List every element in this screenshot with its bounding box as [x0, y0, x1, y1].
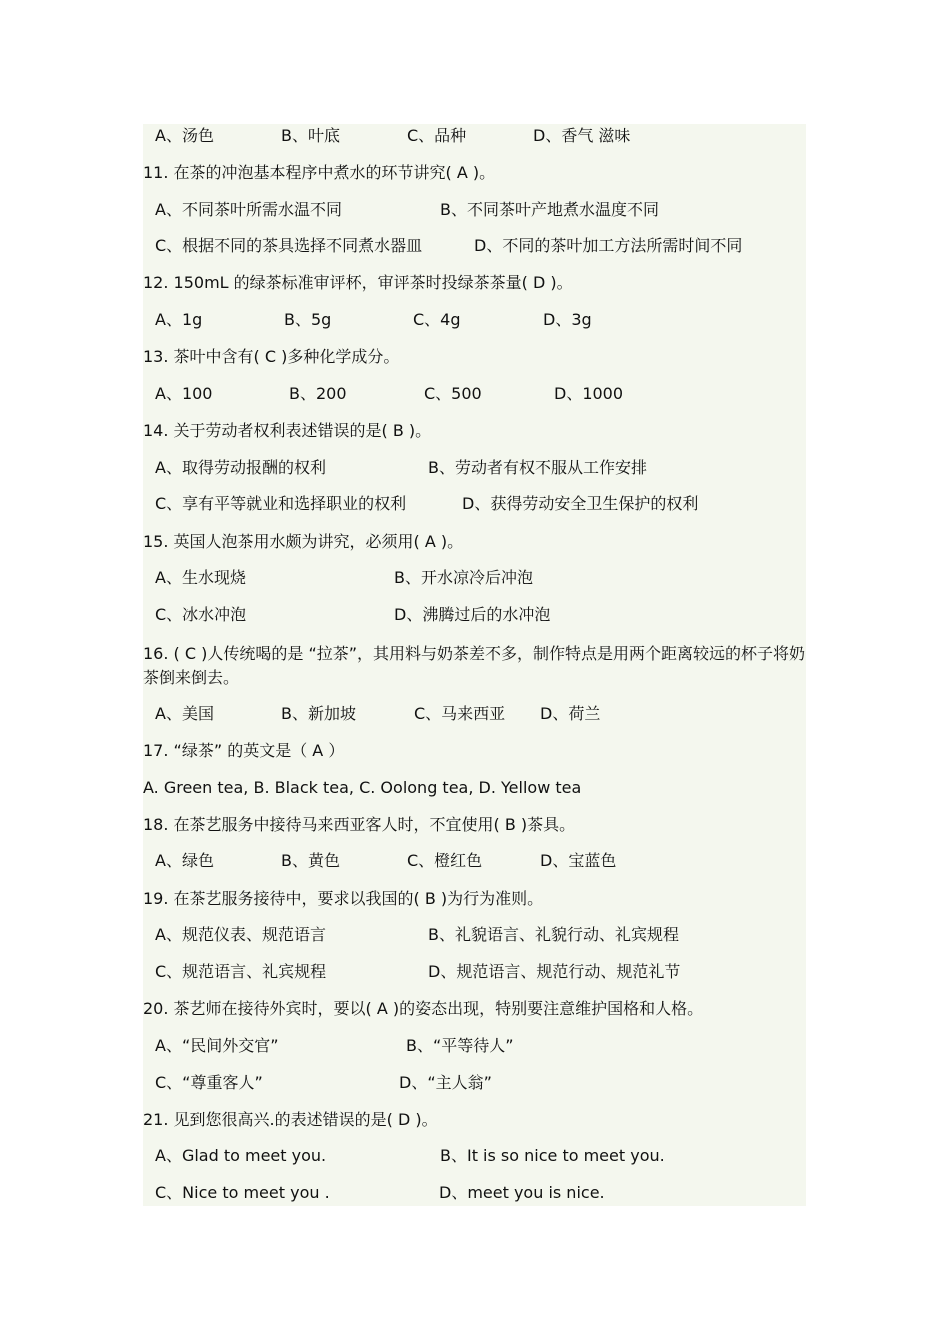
option: C、享有平等就业和选择职业的权利 — [155, 494, 407, 513]
option: D、1000 — [554, 384, 624, 403]
question-text: 20. 茶艺师在接待外宾时，要以( A )的姿态出现，特别要注意维护国格和人格。 — [143, 999, 704, 1018]
options-line — [143, 567, 823, 589]
question-text: 13. 茶叶中含有( C )多种化学成分。 — [143, 347, 400, 366]
options-line — [143, 924, 823, 946]
option: C、橙红色 — [407, 851, 483, 870]
options-line — [143, 1072, 823, 1094]
options-line — [143, 850, 823, 872]
option: D、meet you is nice. — [439, 1183, 605, 1202]
options-line — [143, 1035, 823, 1057]
question-line — [143, 740, 823, 762]
option: A、绿色 — [155, 851, 214, 870]
option: C、500 — [424, 384, 482, 403]
options-line — [143, 493, 823, 515]
question-line — [143, 531, 823, 553]
option: D、规范语言、规范行动、规范礼节 — [428, 962, 681, 981]
option: A、100 — [155, 384, 213, 403]
question-line — [143, 346, 823, 368]
question-text: 15. 英国人泡茶用水颇为讲究，必须用( A )。 — [143, 532, 464, 551]
option: D、获得劳动安全卫生保护的权利 — [462, 494, 699, 513]
options-line — [143, 961, 823, 983]
option: D、宝蓝色 — [540, 851, 617, 870]
option: B、新加坡 — [281, 704, 356, 723]
question-line — [143, 162, 823, 184]
option: A、不同茶叶所需水温不同 — [155, 200, 342, 219]
option: A、美国 — [155, 704, 214, 723]
option: A、生水现烧 — [155, 568, 246, 587]
options-line — [143, 703, 823, 725]
option: B、劳动者有权不服从工作安排 — [428, 458, 647, 477]
options-line — [143, 199, 823, 221]
option: C、根据不同的茶具选择不同煮水器皿 — [155, 236, 423, 255]
option: A、“民间外交官” — [155, 1036, 279, 1055]
option: D、沸腾过后的水冲泡 — [394, 605, 551, 624]
question-text: 18. 在茶艺服务中接待马来西亚客人时，不宜使用( B )茶具。 — [143, 815, 576, 834]
options-line — [143, 1145, 823, 1167]
options-line — [143, 125, 823, 147]
option: B、不同茶叶产地煮水温度不同 — [440, 200, 659, 219]
option: C、规范语言、礼宾规程 — [155, 962, 327, 981]
options-line — [143, 309, 823, 331]
question-text: 11. 在茶的冲泡基本程序中煮水的环节讲究( A )。 — [143, 163, 496, 182]
option: B、“平等待人” — [406, 1036, 514, 1055]
question-text: 14. 关于劳动者权利表述错误的是( B )。 — [143, 421, 432, 440]
question-text: 19. 在茶艺服务接待中，要求以我国的( B )为行为准则。 — [143, 889, 544, 908]
option: C、4g — [413, 310, 461, 329]
option: C、品种 — [407, 126, 467, 145]
option: B、It is so nice to meet you. — [440, 1146, 665, 1165]
option: A、汤色 — [155, 126, 214, 145]
option: C、冰水冲泡 — [155, 605, 247, 624]
question-line — [143, 1109, 823, 1131]
option: B、礼貌语言、礼貌行动、礼宾规程 — [428, 925, 679, 944]
option: A、1g — [155, 310, 203, 329]
option: A、Glad to meet you. — [155, 1146, 327, 1165]
question-line — [143, 814, 823, 836]
option: D、荷兰 — [540, 704, 601, 723]
question-text: 21. 见到您很高兴.的表述错误的是( D )。 — [143, 1110, 438, 1129]
option: B、开水凉冷后冲泡 — [394, 568, 533, 587]
option: B、200 — [289, 384, 347, 403]
question-text: 17. “绿茶” 的英文是（ A ） — [143, 741, 345, 760]
option: B、5g — [284, 310, 332, 329]
options-line — [143, 235, 823, 257]
option: D、3g — [543, 310, 592, 329]
option: D、香气 滋味 — [533, 126, 631, 145]
option: A、取得劳动报酬的权利 — [155, 458, 326, 477]
options-line — [143, 383, 823, 405]
option: C、“尊重客人” — [155, 1073, 263, 1092]
option: B、黄色 — [281, 851, 340, 870]
option: C、Nice to meet you . — [155, 1183, 330, 1202]
question-line — [143, 777, 823, 799]
options-line — [143, 1182, 823, 1204]
question-wrapped: 16. ( C )人传统喝的是 “拉茶”，其用料与奶茶差不多，制作特点是用两个距离较远的杯子将奶茶倒来倒去。 — [143, 644, 806, 687]
question-line — [143, 420, 823, 442]
option: D、不同的茶叶加工方法所需时间不同 — [474, 236, 743, 255]
question-line — [143, 888, 823, 910]
question-line — [143, 998, 823, 1020]
options-line — [143, 604, 823, 626]
question-text: A. Green tea, B. Black tea, C. Oolong tea, D. Yellow tea — [143, 778, 582, 797]
option: B、叶底 — [281, 126, 340, 145]
option: C、马来西亚 — [414, 704, 506, 723]
option: D、“主人翁” — [399, 1073, 492, 1092]
option: A、规范仪表、规范语言 — [155, 925, 326, 944]
question-line — [143, 272, 823, 294]
question-text: 12. 150mL 的绿茶标准审评杯，审评茶时投绿茶茶量( D )。 — [143, 273, 573, 292]
options-line — [143, 457, 823, 479]
